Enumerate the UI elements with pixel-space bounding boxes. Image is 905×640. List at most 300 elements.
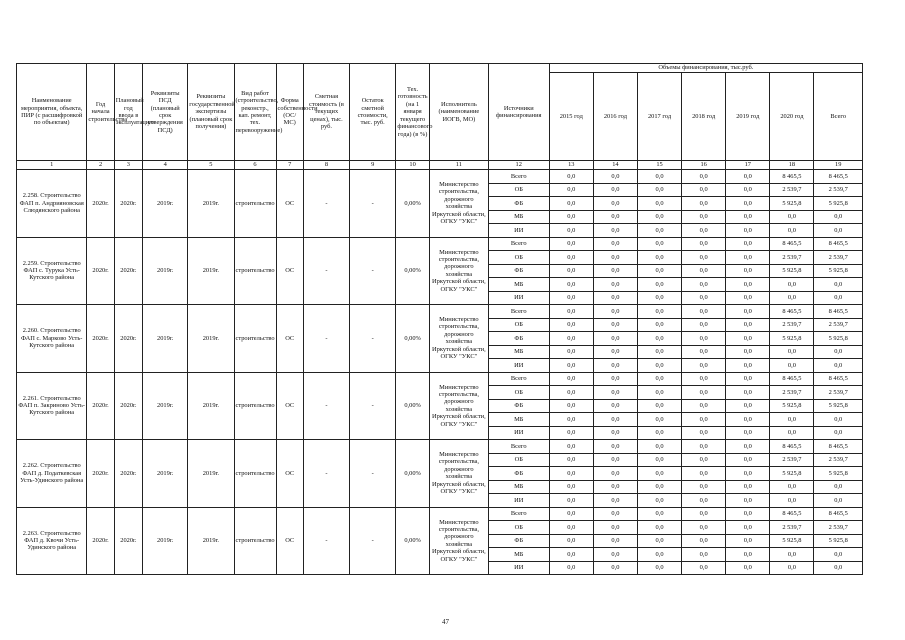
executor: Министерство строительства, дорожного хозяйства Иркутской области, ОГКУ "УКС": [429, 372, 488, 440]
funding-value: 0,0: [682, 440, 726, 454]
work-type: строительство: [234, 305, 276, 373]
readiness: 0,00%: [396, 507, 430, 575]
header-year: Всего: [814, 73, 863, 161]
funding-value: 0,0: [593, 534, 637, 548]
header-year: 2018 год: [682, 73, 726, 161]
funding-value: 0,0: [593, 453, 637, 467]
funding-value: 0,0: [593, 494, 637, 508]
funding-source: ИИ: [488, 426, 549, 440]
funding-value: 0,0: [726, 426, 770, 440]
funding-value: 0,0: [814, 494, 863, 508]
funding-value: 0,0: [593, 237, 637, 251]
funding-value: 0,0: [637, 372, 681, 386]
funding-value: 0,0: [549, 534, 593, 548]
funding-value: 0,0: [593, 386, 637, 400]
column-number: 2: [87, 161, 114, 170]
column-number: 9: [350, 161, 396, 170]
work-type: строительство: [234, 372, 276, 440]
readiness: 0,00%: [396, 305, 430, 373]
column-number: 11: [429, 161, 488, 170]
expertise-date: 2019г.: [188, 507, 234, 575]
funding-value: 0,0: [814, 480, 863, 494]
funding-value: 0,0: [637, 413, 681, 427]
page-number: 47: [442, 618, 449, 626]
funding-value: 0,0: [593, 426, 637, 440]
header-sources: Источники финансирования: [488, 64, 549, 161]
work-type: строительство: [234, 507, 276, 575]
funding-value: 0,0: [549, 440, 593, 454]
funding-value: 0,0: [549, 305, 593, 319]
funding-value: 0,0: [726, 467, 770, 481]
funding-source: МБ: [488, 210, 549, 224]
funding-value: 0,0: [682, 305, 726, 319]
funding-value: 0,0: [770, 413, 814, 427]
funding-value: 0,0: [637, 467, 681, 481]
funding-value: 8 465,5: [770, 440, 814, 454]
funding-value: 0,0: [549, 399, 593, 413]
funding-value: 0,0: [726, 399, 770, 413]
funding-value: 0,0: [682, 521, 726, 535]
readiness: 0,00%: [396, 237, 430, 305]
funding-value: 5 925,8: [814, 467, 863, 481]
funding-value: 0,0: [682, 332, 726, 346]
funding-value: 0,0: [726, 332, 770, 346]
funding-value: 0,0: [549, 237, 593, 251]
column-number: 1: [17, 161, 87, 170]
funding-value: 0,0: [637, 210, 681, 224]
funding-value: 0,0: [549, 548, 593, 562]
funding-value: 0,0: [549, 480, 593, 494]
funding-value: 0,0: [726, 278, 770, 292]
funding-value: 0,0: [593, 170, 637, 184]
funding-value: 0,0: [726, 237, 770, 251]
estimate: -: [303, 372, 349, 440]
funding-value: 2 539,7: [814, 453, 863, 467]
funding-value: 0,0: [726, 345, 770, 359]
start-year: 2020г.: [87, 507, 114, 575]
estimate: -: [303, 237, 349, 305]
funding-value: 0,0: [682, 467, 726, 481]
header-volumes: Объемы финансирования, тыс.руб.: [549, 64, 862, 73]
funding-value: 0,0: [637, 183, 681, 197]
header-readiness: Тех. готовность (на 1 января текущего финансового года) (в %): [396, 64, 430, 161]
funding-source: ИИ: [488, 224, 549, 238]
psd-date: 2019г.: [143, 237, 188, 305]
funding-value: 0,0: [814, 278, 863, 292]
estimate: -: [303, 170, 349, 238]
column-number: 6: [234, 161, 276, 170]
funding-value: 0,0: [682, 291, 726, 305]
estimate: -: [303, 305, 349, 373]
header-year: 2016 год: [593, 73, 637, 161]
executor: Министерство строительства, дорожного хозяйства Иркутской области, ОГКУ "УКС": [429, 237, 488, 305]
column-number: 17: [726, 161, 770, 170]
column-number: 3: [114, 161, 142, 170]
funding-value: 0,0: [593, 548, 637, 562]
header-remainder: Остаток сметной стоимости, тыс. руб.: [350, 64, 396, 161]
funding-value: 0,0: [593, 440, 637, 454]
funding-value: 5 925,8: [814, 534, 863, 548]
funding-value: 0,0: [637, 386, 681, 400]
funding-value: 5 925,8: [770, 332, 814, 346]
funding-value: 0,0: [637, 197, 681, 211]
funding-value: 0,0: [682, 170, 726, 184]
funding-value: 0,0: [682, 237, 726, 251]
funding-value: 0,0: [682, 399, 726, 413]
funding-value: 0,0: [814, 224, 863, 238]
planned-year: 2020г.: [114, 305, 142, 373]
executor: Министерство строительства, дорожного хозяйства Иркутской области, ОГКУ "УКС": [429, 170, 488, 238]
funding-value: 8 465,5: [770, 305, 814, 319]
funding-value: 5 925,8: [814, 264, 863, 278]
header-year: 2015 год: [549, 73, 593, 161]
funding-value: 2 539,7: [814, 318, 863, 332]
funding-value: 0,0: [593, 413, 637, 427]
funding-source: ОБ: [488, 183, 549, 197]
funding-value: 0,0: [637, 345, 681, 359]
funding-value: 0,0: [726, 548, 770, 562]
funding-value: 0,0: [726, 264, 770, 278]
funding-source: МБ: [488, 345, 549, 359]
funding-value: 0,0: [593, 224, 637, 238]
funding-value: 5 925,8: [814, 197, 863, 211]
expertise-date: 2019г.: [188, 440, 234, 508]
funding-value: 0,0: [814, 561, 863, 575]
planned-year: 2020г.: [114, 237, 142, 305]
column-number: 13: [549, 161, 593, 170]
ownership: ОС: [276, 372, 303, 440]
work-type: строительство: [234, 170, 276, 238]
funding-source: ФБ: [488, 399, 549, 413]
column-number: 16: [682, 161, 726, 170]
funding-value: 0,0: [726, 224, 770, 238]
estimate: -: [303, 507, 349, 575]
funding-value: 0,0: [549, 291, 593, 305]
executor: Министерство строительства, дорожного хозяйства Иркутской области, ОГКУ "УКС": [429, 440, 488, 508]
ownership: ОС: [276, 507, 303, 575]
funding-value: 0,0: [726, 318, 770, 332]
funding-source: МБ: [488, 413, 549, 427]
funding-value: 0,0: [682, 197, 726, 211]
column-number: 15: [637, 161, 681, 170]
funding-value: 0,0: [682, 453, 726, 467]
funding-value: 2 539,7: [770, 453, 814, 467]
header-ownership: Форма собственности (ОС/МС): [276, 64, 303, 161]
funding-value: 0,0: [770, 548, 814, 562]
funding-source: МБ: [488, 278, 549, 292]
funding-value: 2 539,7: [770, 318, 814, 332]
funding-value: 2 539,7: [814, 251, 863, 265]
funding-value: 0,0: [726, 521, 770, 535]
table-row: [17, 372, 863, 386]
funding-value: 0,0: [770, 561, 814, 575]
funding-value: 0,0: [682, 372, 726, 386]
funding-source: ИИ: [488, 291, 549, 305]
funding-value: 0,0: [726, 534, 770, 548]
header-expertise: Реквизиты государственной экспертизы (плановый срок получения): [188, 64, 234, 161]
funding-value: 0,0: [549, 507, 593, 521]
funding-value: 0,0: [814, 210, 863, 224]
funding-value: 0,0: [593, 291, 637, 305]
funding-value: 0,0: [637, 318, 681, 332]
readiness: 0,00%: [396, 440, 430, 508]
work-type: строительство: [234, 440, 276, 508]
project-name: 2.258. Строительство ФАП п. Андрияновская Слюдянского района: [17, 170, 87, 238]
funding-value: 0,0: [770, 210, 814, 224]
table-header: [17, 64, 863, 170]
column-number: 12: [488, 161, 549, 170]
expertise-date: 2019г.: [188, 305, 234, 373]
column-number-row: [17, 161, 863, 170]
funding-value: 0,0: [726, 183, 770, 197]
funding-value: 0,0: [549, 183, 593, 197]
funding-value: 0,0: [549, 561, 593, 575]
funding-value: 0,0: [682, 183, 726, 197]
funding-value: 5 925,8: [770, 467, 814, 481]
funding-value: 8 465,5: [814, 305, 863, 319]
funding-value: 0,0: [549, 318, 593, 332]
funding-value: 0,0: [593, 278, 637, 292]
funding-value: 0,0: [682, 494, 726, 508]
start-year: 2020г.: [87, 440, 114, 508]
header-year: 2020 год: [770, 73, 814, 161]
funding-value: 0,0: [593, 399, 637, 413]
funding-source: ФБ: [488, 467, 549, 481]
table-body: [17, 170, 863, 575]
funding-source: ФБ: [488, 534, 549, 548]
header-psd: Реквизиты ПСД (плановый срок утверждения ПСД): [143, 64, 188, 161]
funding-value: 0,0: [637, 399, 681, 413]
funding-value: 0,0: [637, 494, 681, 508]
funding-value: 0,0: [726, 386, 770, 400]
funding-value: 0,0: [770, 278, 814, 292]
project-name: 2.263. Строительство ФАП д. Квочи Усть-Удинского района: [17, 507, 87, 575]
funding-value: 0,0: [637, 170, 681, 184]
project-name: 2.259. Строительство ФАП с. Турука Усть-Кутского района: [17, 237, 87, 305]
funding-value: 0,0: [637, 507, 681, 521]
funding-value: 0,0: [549, 426, 593, 440]
psd-date: 2019г.: [143, 305, 188, 373]
funding-value: 0,0: [549, 197, 593, 211]
funding-value: 0,0: [726, 305, 770, 319]
funding-value: 0,0: [593, 372, 637, 386]
funding-source: ФБ: [488, 264, 549, 278]
funding-source: ФБ: [488, 332, 549, 346]
funding-value: 8 465,5: [814, 507, 863, 521]
funding-value: 0,0: [637, 237, 681, 251]
funding-value: 0,0: [770, 426, 814, 440]
expertise-date: 2019г.: [188, 372, 234, 440]
psd-date: 2019г.: [143, 507, 188, 575]
remainder: -: [350, 507, 396, 575]
funding-value: 0,0: [593, 561, 637, 575]
funding-value: 0,0: [637, 521, 681, 535]
funding-value: 0,0: [682, 264, 726, 278]
funding-value: 0,0: [593, 332, 637, 346]
funding-source: ИИ: [488, 561, 549, 575]
funding-value: 0,0: [549, 278, 593, 292]
funding-value: 8 465,5: [814, 170, 863, 184]
psd-date: 2019г.: [143, 372, 188, 440]
psd-date: 2019г.: [143, 170, 188, 238]
expertise-date: 2019г.: [188, 237, 234, 305]
funding-value: 0,0: [726, 561, 770, 575]
funding-value: 0,0: [549, 413, 593, 427]
funding-value: 0,0: [726, 210, 770, 224]
funding-value: 0,0: [682, 507, 726, 521]
funding-value: 8 465,5: [770, 170, 814, 184]
funding-value: 5 925,8: [814, 399, 863, 413]
funding-value: 0,0: [682, 251, 726, 265]
expertise-date: 2019г.: [188, 170, 234, 238]
funding-value: 0,0: [637, 440, 681, 454]
funding-value: 8 465,5: [770, 372, 814, 386]
funding-value: 0,0: [682, 345, 726, 359]
funding-value: 5 925,8: [770, 197, 814, 211]
table-row: [17, 507, 863, 521]
funding-value: 0,0: [549, 359, 593, 373]
start-year: 2020г.: [87, 170, 114, 238]
funding-value: 0,0: [593, 210, 637, 224]
planned-year: 2020г.: [114, 372, 142, 440]
funding-source: Всего: [488, 170, 549, 184]
funding-source: МБ: [488, 548, 549, 562]
funding-value: 0,0: [549, 224, 593, 238]
funding-value: 0,0: [726, 453, 770, 467]
readiness: 0,00%: [396, 372, 430, 440]
ownership: ОС: [276, 305, 303, 373]
funding-value: 0,0: [682, 359, 726, 373]
start-year: 2020г.: [87, 237, 114, 305]
funding-value: 8 465,5: [814, 237, 863, 251]
funding-value: 0,0: [726, 251, 770, 265]
funding-value: 0,0: [726, 494, 770, 508]
ownership: ОС: [276, 440, 303, 508]
funding-value: 0,0: [637, 291, 681, 305]
funding-source: ОБ: [488, 318, 549, 332]
planned-year: 2020г.: [114, 170, 142, 238]
work-type: строительство: [234, 237, 276, 305]
funding-value: 0,0: [549, 467, 593, 481]
funding-source: ИИ: [488, 494, 549, 508]
funding-value: 5 925,8: [770, 264, 814, 278]
funding-value: 0,0: [682, 534, 726, 548]
ownership: ОС: [276, 170, 303, 238]
funding-value: 0,0: [637, 278, 681, 292]
funding-value: 0,0: [637, 453, 681, 467]
funding-source: ОБ: [488, 521, 549, 535]
funding-value: 0,0: [593, 251, 637, 265]
funding-value: 0,0: [549, 453, 593, 467]
estimate: -: [303, 440, 349, 508]
funding-value: 0,0: [637, 426, 681, 440]
column-number: 7: [276, 161, 303, 170]
funding-value: 0,0: [549, 264, 593, 278]
funding-value: 0,0: [770, 359, 814, 373]
funding-value: 0,0: [549, 372, 593, 386]
funding-value: 0,0: [637, 305, 681, 319]
funding-value: 0,0: [726, 197, 770, 211]
funding-value: 0,0: [637, 224, 681, 238]
header-planned-year: Плановый год ввода в эксплуатацию: [114, 64, 142, 161]
funding-value: 0,0: [549, 170, 593, 184]
funding-value: 0,0: [726, 359, 770, 373]
header-year: 2019 год: [726, 73, 770, 161]
funding-value: 0,0: [814, 359, 863, 373]
funding-value: 0,0: [814, 426, 863, 440]
funding-value: 0,0: [593, 305, 637, 319]
header-work-type: Вид работ (строительство, реконстр., кап. ремонт, тех. перевооружение): [234, 64, 276, 161]
planned-year: 2020г.: [114, 440, 142, 508]
project-name: 2.262. Строительство ФАП д. Податкевская Усть-Удинского района: [17, 440, 87, 508]
funding-value: 0,0: [726, 440, 770, 454]
column-number: 18: [770, 161, 814, 170]
funding-value: 0,0: [593, 521, 637, 535]
funding-value: 0,0: [814, 291, 863, 305]
funding-value: 0,0: [637, 332, 681, 346]
funding-value: 0,0: [593, 197, 637, 211]
funding-value: 0,0: [726, 291, 770, 305]
funding-value: 0,0: [814, 548, 863, 562]
funding-value: 2 539,7: [770, 521, 814, 535]
funding-value: 0,0: [637, 251, 681, 265]
funding-value: 0,0: [682, 210, 726, 224]
remainder: -: [350, 305, 396, 373]
header-start-year: Год начала строительства: [87, 64, 114, 161]
funding-value: 2 539,7: [770, 386, 814, 400]
funding-source: Всего: [488, 237, 549, 251]
funding-source: ОБ: [488, 251, 549, 265]
funding-value: 0,0: [637, 548, 681, 562]
funding-value: 0,0: [637, 561, 681, 575]
column-number: 10: [396, 161, 430, 170]
funding-value: 8 465,5: [814, 372, 863, 386]
executor: Министерство строительства, дорожного хозяйства Иркутской области, ОГКУ "УКС": [429, 305, 488, 373]
funding-value: 8 465,5: [770, 507, 814, 521]
funding-source: ИИ: [488, 359, 549, 373]
funding-value: 0,0: [726, 507, 770, 521]
funding-value: 0,0: [770, 494, 814, 508]
funding-value: 0,0: [770, 480, 814, 494]
column-number: 4: [143, 161, 188, 170]
header-name: Наименование мероприятия, объекта, ПИР (с расшифровкой по объектам): [17, 64, 87, 161]
funding-value: 0,0: [682, 561, 726, 575]
header-year: 2017 год: [637, 73, 681, 161]
funding-value: 0,0: [549, 521, 593, 535]
funding-value: 0,0: [682, 548, 726, 562]
start-year: 2020г.: [87, 372, 114, 440]
funding-value: 0,0: [814, 413, 863, 427]
executor: Министерство строительства, дорожного хозяйства Иркутской области, ОГКУ "УКС": [429, 507, 488, 575]
psd-date: 2019г.: [143, 440, 188, 508]
table-row: [17, 305, 863, 319]
project-name: 2.261. Строительство ФАП п. Закриново Усть-Кутского района: [17, 372, 87, 440]
funding-value: 0,0: [682, 386, 726, 400]
funding-source: МБ: [488, 480, 549, 494]
funding-source: ФБ: [488, 197, 549, 211]
funding-value: 0,0: [682, 426, 726, 440]
remainder: -: [350, 440, 396, 508]
funding-value: 0,0: [593, 345, 637, 359]
funding-source: Всего: [488, 507, 549, 521]
funding-value: 0,0: [814, 345, 863, 359]
table-row: [17, 237, 863, 251]
column-number: 14: [593, 161, 637, 170]
funding-value: 0,0: [682, 480, 726, 494]
funding-value: 0,0: [726, 170, 770, 184]
funding-value: 0,0: [593, 318, 637, 332]
funding-value: 0,0: [549, 345, 593, 359]
